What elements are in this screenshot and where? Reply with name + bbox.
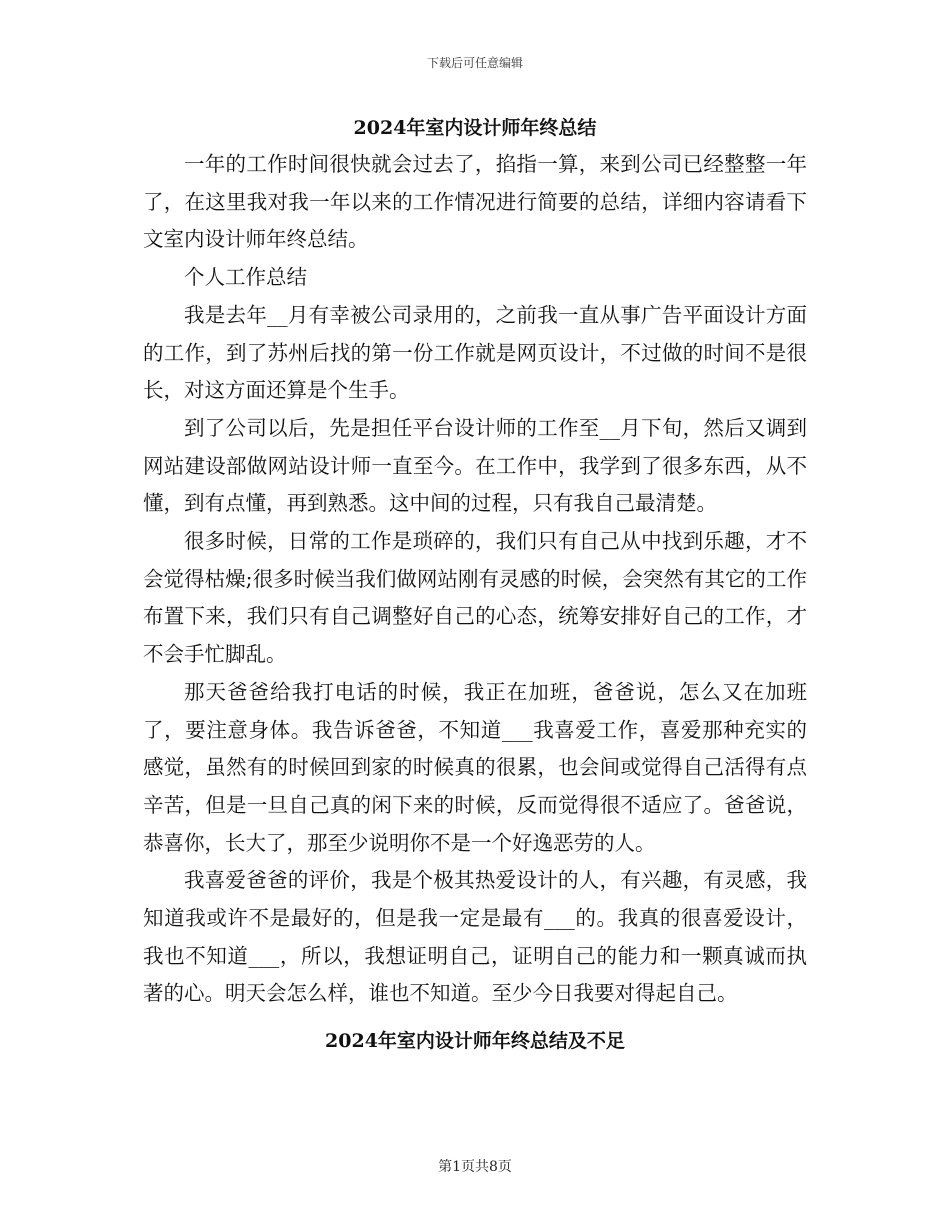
document-title: 2024年室内设计师年终总结: [353, 117, 597, 139]
document-body: [143, 110, 807, 1059]
paragraph-background: 我是去年__月有幸被公司录用的，之前我一直从事广告平面设计方面的工作，到了苏州后找的第一份工作就是网页设计，不过做的时间不是很长，对这方面还算是个生手。: [143, 302, 807, 403]
paragraph-intro: 一年的工作时间很快就会过去了，掐指一算，来到公司已经整整一年了，在这里我对我一年以来的工作情况进行简要的总结，详细内容请看下文室内设计师年终总结。: [143, 152, 807, 252]
header-note: 下载后可任意编辑: [426, 56, 523, 70]
page-number: 第1页共8页: [438, 1159, 512, 1175]
section-title: 2024年室内设计师年终总结及不足: [325, 1030, 625, 1053]
paragraph-daily-work: 很多时候，日常的工作是琐碎的，我们只有自己从中找到乐趣，才不会觉得枯燥;很多时候当我们做网站刚有灵感的时候，会突然有其它的工作布置下来，我们只有自己调整好自己的心态，统筹安排好自己的工作，才不会手忙脚乱。: [143, 529, 807, 667]
paragraph-self-evaluation: 我喜爱爸爸的评价，我是个极其热爱设计的人，有兴趣，有灵感，我知道我或许不是最好的，但是我一定是最有___的。我真的很喜爱设计，我也不知道___，所以，我想证明自己，证明自己的能力和一颗真诚而执著的心。明天会怎么样，谁也不知道。至少今日我要对得起自己。: [143, 868, 807, 1006]
paragraph-father-call: 那天爸爸给我打电话的时候，我正在加班，爸爸说，怎么又在加班了，要注意身体。我告诉爸爸，不知道___我喜爱工作，喜爱那种充实的感觉，虽然有的时候回到家的时候真的很累，也会间或觉得自己活得有点辛苦，但是一旦自己真的闲下来的时候，反而觉得很不适应了。爸爸说，恭喜你，长大了，那至少说明你不是一个好逸恶劳的人。: [143, 679, 807, 855]
subheading-personal-summary: 个人工作总结: [184, 265, 307, 290]
paragraph-role: 到了公司以后，先是担任平台设计师的工作至__月下旬，然后又调到网站建设部做网站设计师一直至今。在工作中，我学到了很多东西，从不懂，到有点懂，再到熟悉。这中间的过程，只有我自己最清楚。: [143, 415, 807, 516]
